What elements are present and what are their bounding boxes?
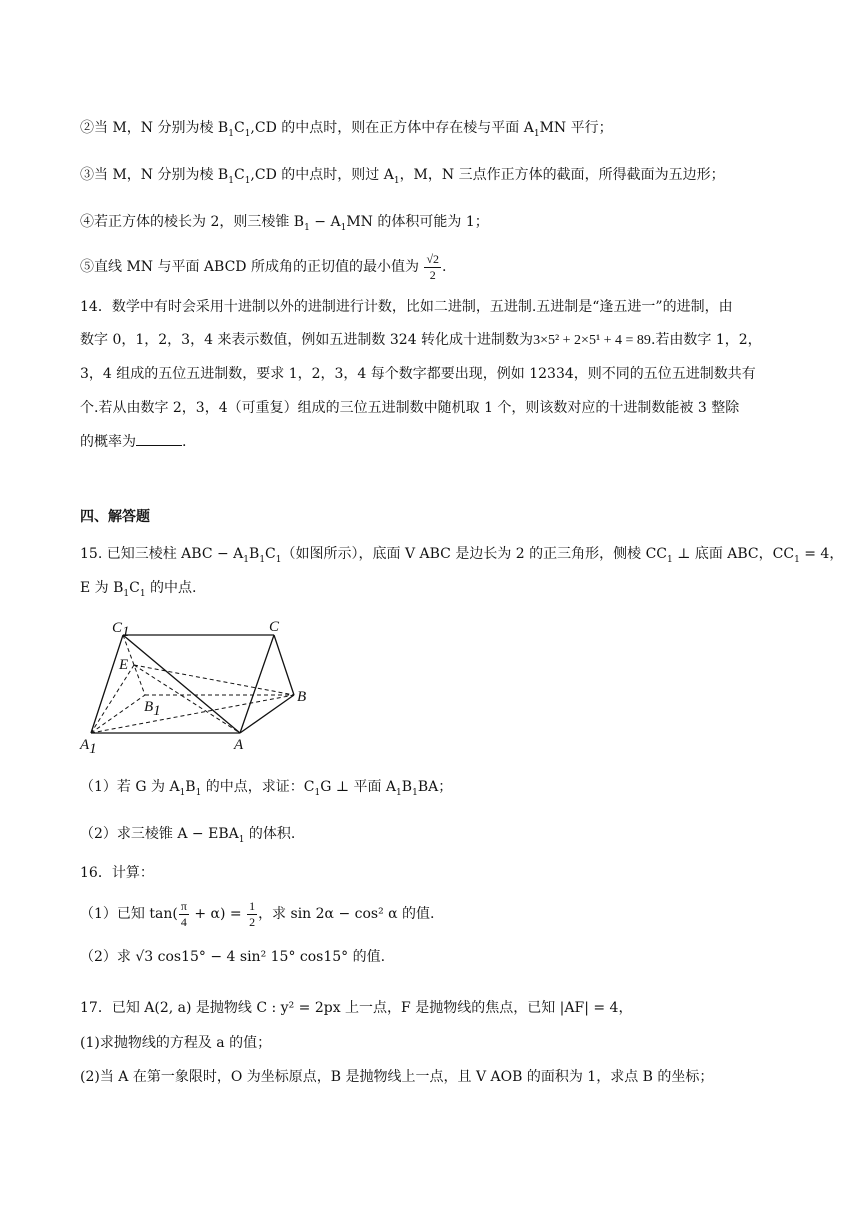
q13-item-5: ⑤直线 MN 与平面 ABCD 所成角的正切值的最小值为 $\frac{√2}{2}$ . bbox=[80, 252, 447, 282]
q14-line-4: 个.若从由数字 2，3，4（可重复）组成的三位五进制数中随机取 1 个，则该数对应的十进制数能被 3 整除 bbox=[80, 400, 740, 416]
q14-line-2: 数字 0，1，2，3，4 来表示数值，例如五进制数 324 转化成十进制数为3×5² + 2×5¹ + 4 = 89.若由数字 1，2， bbox=[80, 332, 762, 348]
q13-item-2: ②当 M，N 分别为棱 $B_1C_1,CD$ 的中点时，则在正方体中存在棱与平面 $A_1MN$ 平行； bbox=[80, 120, 613, 139]
answer-blank bbox=[136, 431, 182, 446]
edge-c-b bbox=[274, 635, 294, 695]
edge-a1-b1 bbox=[91, 695, 145, 733]
q15-part-2: （2）求三棱锥 $A - EBA_1$ 的体积. bbox=[80, 826, 296, 845]
q16-title: 16．计算： bbox=[80, 865, 154, 881]
q17-part-1: (1)求抛物线的方程及 a 的值； bbox=[80, 1035, 272, 1051]
q15-line-1: 15. 已知三棱柱 ABC − $A_1B_1C_1$（如图所示），底面 V ABC 是边长为 2 的正三角形，侧棱 $CC_1$ ⊥ 底面 ABC，$CC_1 = 4$， bbox=[80, 546, 844, 565]
q14-line-5: 的概率为 . bbox=[80, 431, 790, 453]
label-a1: A1 bbox=[80, 737, 97, 755]
q17-line-1: 17．已知 A(2, a) 是抛物线 C : y² = 2px 上一点，F 是抛物线的焦点，已知 |AF| = 4， bbox=[80, 1000, 633, 1016]
edge-c-a bbox=[240, 635, 274, 733]
q17-part-2: (2)当 A 在第一象限时，O 为坐标原点，B 是抛物线上一点，且 V AOB 的面积为 1，求点 B 的坐标； bbox=[80, 1069, 714, 1085]
section-heading: 四、解答题 bbox=[80, 509, 150, 525]
q15-line-2: E 为 $B_1C_1$ 的中点. bbox=[80, 580, 197, 599]
label-e: E bbox=[119, 657, 129, 673]
edge-c1-a1 bbox=[91, 635, 123, 733]
q13-item-4: ④若正方体的棱长为 2，则三棱锥 $B_1 - A_1MN$ 的体积可能为 1； bbox=[80, 214, 489, 233]
q13-item-3: ③当 M，N 分别为棱 $B_1C_1,CD$ 的中点时，则过 $A_1$，M，N 三点作正方体的截面，所得截面为五边形； bbox=[80, 167, 725, 186]
prism-figure bbox=[78, 615, 328, 755]
label-b1: B1 bbox=[144, 699, 161, 719]
edge-a1-b bbox=[91, 695, 294, 733]
edge-b-a bbox=[240, 695, 294, 733]
q16-part-1: （1）已知 tan( $\frac{\pi}{4}$ + α) = $\frac{1}{2}$ ，求 sin 2α − cos² α 的值. bbox=[80, 899, 435, 929]
label-c1: C1 bbox=[112, 620, 130, 640]
q14-line-3: 3，4 组成的五位五进制数，要求 1，2，3，4 每个数字都要出现，例如 12334，则不同的五位五进制数共有 bbox=[80, 366, 756, 382]
label-b: B bbox=[297, 689, 307, 705]
q15-part-1: （1）若 G 为 $A_1B_1$ 的中点，求证：$C_1G$ ⊥ 平面 $A_1B_1BA$； bbox=[80, 779, 453, 798]
label-c: C bbox=[269, 619, 280, 635]
q14-line-1: 14．数学中有时会采用十进制以外的进制进行计数，比如二进制，五进制.五进制是“逢五进一”的进制，由 bbox=[80, 299, 733, 315]
fraction-pi-over-4: $\frac{\pi}{4}$ bbox=[180, 899, 187, 929]
q16-part-2: （2）求 √3 cos15° − 4 sin² 15° cos15° 的值. bbox=[80, 949, 386, 965]
fraction-sqrt2-over-2: $\frac{√2}{2}$ bbox=[426, 252, 440, 282]
fraction-one-half: $\frac{1}{2}$ bbox=[249, 899, 256, 929]
edge-e-a1 bbox=[91, 665, 134, 733]
sub-1: 1 bbox=[228, 128, 234, 139]
label-a: A bbox=[234, 737, 244, 753]
